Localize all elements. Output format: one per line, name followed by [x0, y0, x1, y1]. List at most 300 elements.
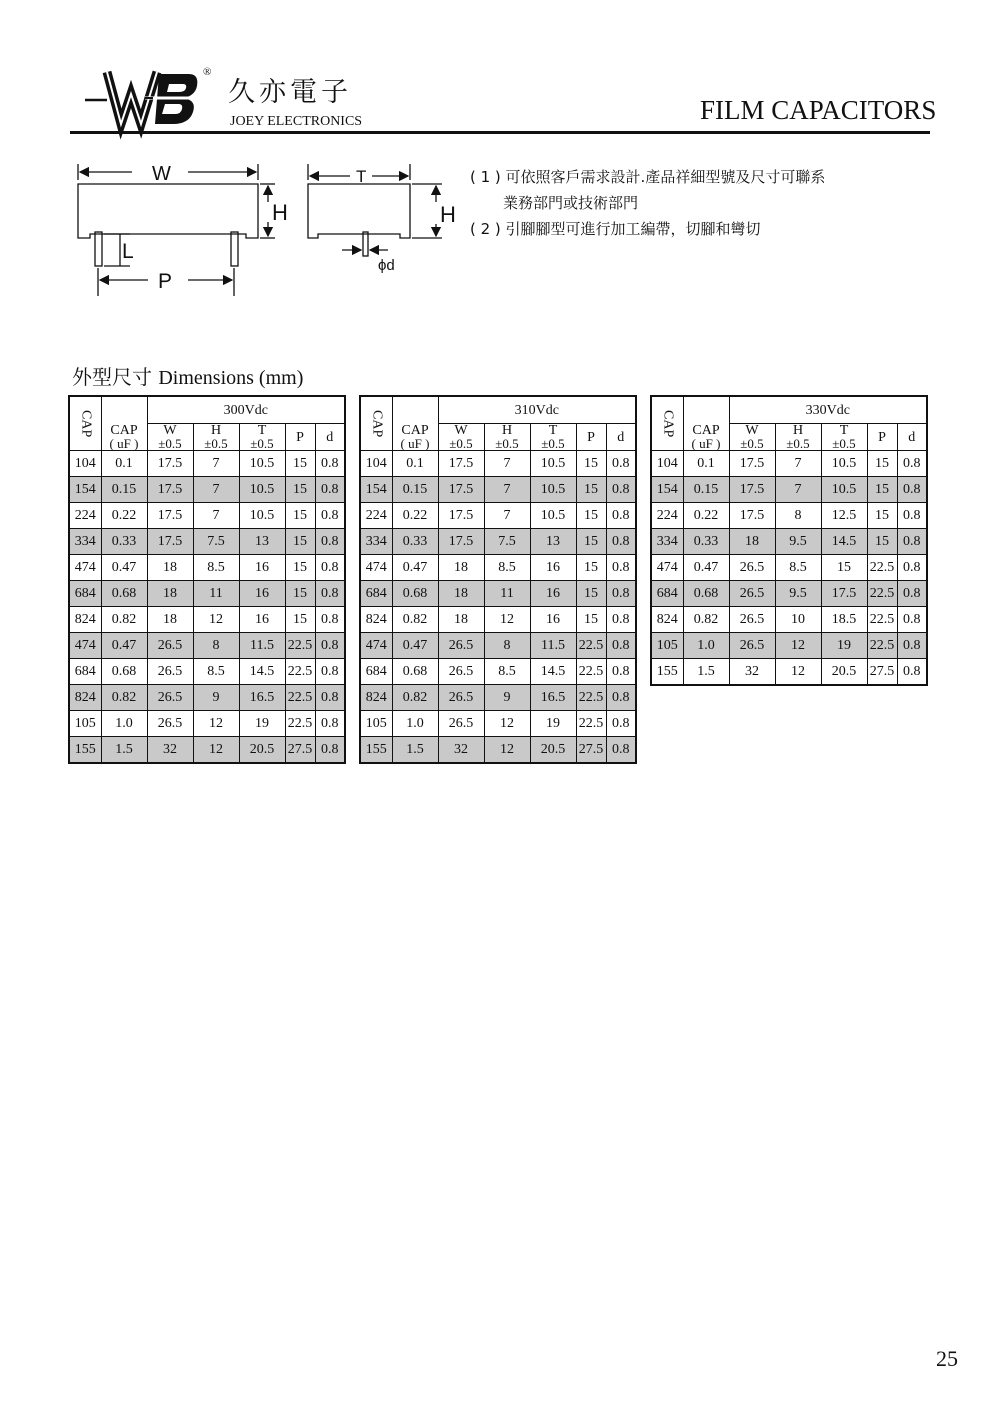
cell-h: 8.5 — [193, 659, 239, 685]
table-row — [651, 659, 927, 686]
cell-h: 9 — [193, 685, 239, 711]
cell-t: 16 — [239, 555, 285, 581]
section-title-cn: 外型尺寸 — [72, 365, 152, 389]
header-p: P — [285, 424, 315, 451]
cell-t: 19 — [530, 711, 576, 737]
cell-w: 17.5 — [438, 451, 484, 477]
cell-cap: 0.22 — [392, 503, 438, 529]
table-row — [651, 581, 927, 607]
table-row — [360, 451, 636, 477]
cell-w: 18 — [438, 607, 484, 633]
cell-cap: 0.68 — [101, 581, 147, 607]
cell-cap: 0.33 — [683, 529, 729, 555]
cell-cap-code: 155 — [69, 737, 101, 764]
cell-d: 0.8 — [606, 555, 636, 581]
cell-w: 18 — [147, 555, 193, 581]
cell-d: 0.8 — [315, 737, 345, 764]
cell-cap-code: 474 — [69, 555, 101, 581]
cell-t: 11.5 — [239, 633, 285, 659]
cell-t: 10.5 — [821, 451, 867, 477]
cell-t: 14.5 — [530, 659, 576, 685]
cell-h: 8 — [775, 503, 821, 529]
cell-h: 9.5 — [775, 581, 821, 607]
table-row — [69, 555, 345, 581]
table-row — [69, 633, 345, 659]
cell-cap: 0.68 — [392, 581, 438, 607]
label-t: T — [356, 167, 367, 186]
cell-p: 22.5 — [285, 711, 315, 737]
table-row — [360, 503, 636, 529]
cell-h: 8.5 — [484, 555, 530, 581]
cell-p: 22.5 — [576, 711, 606, 737]
cell-cap: 0.82 — [101, 607, 147, 633]
cell-cap: 0.1 — [392, 451, 438, 477]
cell-w: 17.5 — [729, 503, 775, 529]
cell-w: 32 — [438, 737, 484, 764]
page-number: 25 — [936, 1346, 958, 1371]
cell-cap-code: 154 — [651, 477, 683, 503]
cell-cap-code: 105 — [360, 711, 392, 737]
cell-d: 0.8 — [315, 581, 345, 607]
cell-h: 12 — [193, 737, 239, 764]
cell-cap-code: 334 — [69, 529, 101, 555]
cell-h: 7 — [775, 451, 821, 477]
cell-p: 15 — [285, 555, 315, 581]
cell-t: 16.5 — [239, 685, 285, 711]
cell-d: 0.8 — [315, 477, 345, 503]
cell-d: 0.8 — [606, 451, 636, 477]
cell-w: 17.5 — [729, 451, 775, 477]
cell-h: 7 — [193, 503, 239, 529]
cell-cap-code: 155 — [360, 737, 392, 764]
cell-w: 18 — [729, 529, 775, 555]
cell-cap: 0.47 — [101, 633, 147, 659]
cell-cap: 0.1 — [683, 451, 729, 477]
cell-p: 27.5 — [867, 659, 897, 686]
header-w-sub: ±0.5 — [740, 436, 764, 451]
table-subheader-row — [651, 424, 927, 451]
cell-d: 0.8 — [897, 529, 927, 555]
cell-cap-code: 824 — [651, 607, 683, 633]
cell-h: 7.5 — [484, 529, 530, 555]
cell-cap: 0.82 — [392, 607, 438, 633]
cell-h: 10 — [775, 607, 821, 633]
cell-cap: 0.47 — [392, 555, 438, 581]
header-w-label: W — [454, 423, 468, 438]
cell-cap: 0.82 — [392, 685, 438, 711]
header-h-label: H — [792, 423, 804, 438]
label-h-side: H — [440, 202, 456, 227]
cell-cap: 1.0 — [101, 711, 147, 737]
header-cap-code: CAP — [69, 396, 101, 451]
note-2: ( 2 ) 引腳腳型可進行加工編帶，切腳和彎切 — [470, 220, 761, 238]
header-w — [147, 424, 193, 451]
cell-t: 20.5 — [821, 659, 867, 686]
cell-w: 26.5 — [147, 633, 193, 659]
cell-w: 18 — [147, 607, 193, 633]
cell-t: 16 — [239, 607, 285, 633]
table-header-row — [69, 396, 345, 424]
header-w-sub: ±0.5 — [158, 436, 182, 451]
cell-cap: 0.82 — [683, 607, 729, 633]
cell-d: 0.8 — [606, 581, 636, 607]
cell-cap-code: 824 — [69, 607, 101, 633]
cell-h: 9.5 — [775, 529, 821, 555]
header-w-sub: ±0.5 — [449, 436, 473, 451]
header-cap — [392, 424, 438, 451]
cell-w: 18 — [438, 581, 484, 607]
cell-w: 26.5 — [147, 685, 193, 711]
cell-h: 8 — [193, 633, 239, 659]
cell-cap: 1.5 — [392, 737, 438, 764]
cell-p: 15 — [285, 581, 315, 607]
header-cap-sub: ( uF ) — [691, 435, 721, 451]
cell-cap-code: 105 — [69, 711, 101, 737]
cell-h: 8.5 — [193, 555, 239, 581]
cell-p: 22.5 — [576, 685, 606, 711]
header-d: d — [606, 424, 636, 451]
dimensions-table-330vdc — [650, 395, 928, 686]
cell-p: 22.5 — [867, 581, 897, 607]
table-row — [69, 659, 345, 685]
cell-p: 22.5 — [285, 659, 315, 685]
table-subheader-row — [69, 424, 345, 451]
header-h-sub: ±0.5 — [495, 436, 519, 451]
cell-w: 26.5 — [438, 685, 484, 711]
cell-p: 15 — [285, 529, 315, 555]
cell-cap: 0.15 — [683, 477, 729, 503]
cell-cap-code: 474 — [360, 555, 392, 581]
table-row — [69, 581, 345, 607]
cell-h: 7 — [193, 451, 239, 477]
header-voltage: 300Vdc — [147, 396, 345, 424]
header-t — [530, 424, 576, 451]
cell-cap: 0.33 — [101, 529, 147, 555]
cell-p: 22.5 — [285, 685, 315, 711]
header-w-label: W — [163, 423, 177, 438]
cell-p: 22.5 — [867, 555, 897, 581]
cell-d: 0.8 — [897, 555, 927, 581]
table-row — [360, 581, 636, 607]
cell-cap-code: 104 — [651, 451, 683, 477]
cell-cap: 0.15 — [101, 477, 147, 503]
header-t-sub: ±0.5 — [541, 436, 565, 451]
table-row — [69, 711, 345, 737]
header-cap-sub: ( uF ) — [109, 435, 139, 451]
cell-d: 0.8 — [606, 503, 636, 529]
cell-t: 16.5 — [530, 685, 576, 711]
table-row — [651, 503, 927, 529]
cell-d: 0.8 — [897, 633, 927, 659]
cell-cap-code: 684 — [69, 659, 101, 685]
cell-p: 27.5 — [576, 737, 606, 764]
header-d: d — [315, 424, 345, 451]
table-row — [69, 737, 345, 764]
cell-h: 11 — [193, 581, 239, 607]
cell-d: 0.8 — [315, 633, 345, 659]
cell-t: 10.5 — [530, 451, 576, 477]
cell-cap-code: 334 — [651, 529, 683, 555]
note-1-continued: 業務部門或技術部門 — [503, 194, 639, 212]
cell-d: 0.8 — [315, 503, 345, 529]
cell-w: 26.5 — [147, 711, 193, 737]
cell-d: 0.8 — [897, 477, 927, 503]
header-d: d — [897, 424, 927, 451]
cell-d: 0.8 — [606, 737, 636, 764]
cell-cap: 0.47 — [683, 555, 729, 581]
header-t-label: T — [839, 423, 849, 438]
header-h-label: H — [210, 423, 222, 438]
cell-p: 22.5 — [576, 659, 606, 685]
cell-h: 8.5 — [484, 659, 530, 685]
cell-h: 12 — [484, 607, 530, 633]
cell-cap-code: 154 — [360, 477, 392, 503]
label-d: ϕd — [378, 257, 395, 274]
cell-p: 22.5 — [285, 633, 315, 659]
cell-d: 0.8 — [897, 581, 927, 607]
cell-d: 0.8 — [315, 607, 345, 633]
table-subheader-row — [360, 424, 636, 451]
table-row — [360, 477, 636, 503]
cell-cap: 0.22 — [683, 503, 729, 529]
cell-d: 0.8 — [606, 685, 636, 711]
cell-h: 12 — [775, 633, 821, 659]
cell-d: 0.8 — [315, 659, 345, 685]
label-w: W — [152, 163, 171, 185]
cell-cap-code: 824 — [69, 685, 101, 711]
header-w — [729, 424, 775, 451]
header-cap-label: CAP — [692, 422, 720, 438]
cell-d: 0.8 — [606, 529, 636, 555]
header-cap-code: CAP — [360, 396, 392, 451]
table-header-row — [360, 396, 636, 424]
cell-cap-code: 104 — [69, 451, 101, 477]
header-cap-top-blank — [683, 396, 729, 424]
table-row — [360, 633, 636, 659]
header-cap — [683, 424, 729, 451]
cell-d: 0.8 — [897, 451, 927, 477]
cell-w: 18 — [438, 555, 484, 581]
header-w-label: W — [745, 423, 759, 438]
header-h — [484, 424, 530, 451]
cell-p: 15 — [285, 477, 315, 503]
table-row — [360, 529, 636, 555]
cell-h: 7 — [193, 477, 239, 503]
cell-cap-code: 154 — [69, 477, 101, 503]
cell-t: 10.5 — [530, 477, 576, 503]
cell-p: 15 — [576, 529, 606, 555]
header-p: P — [867, 424, 897, 451]
cell-cap: 1.0 — [392, 711, 438, 737]
cell-h: 12 — [484, 737, 530, 764]
table-row — [360, 737, 636, 764]
cell-d: 0.8 — [606, 711, 636, 737]
header-t-sub: ±0.5 — [832, 436, 856, 451]
header-w — [438, 424, 484, 451]
header-cap — [101, 424, 147, 451]
cell-w: 17.5 — [438, 503, 484, 529]
cell-cap-code: 474 — [651, 555, 683, 581]
cell-cap: 0.68 — [392, 659, 438, 685]
table-row — [360, 659, 636, 685]
cell-h: 8 — [484, 633, 530, 659]
cell-cap-code: 684 — [651, 581, 683, 607]
cell-p: 15 — [285, 503, 315, 529]
table-row — [360, 607, 636, 633]
table-row — [69, 451, 345, 477]
cell-d: 0.8 — [897, 503, 927, 529]
table-row — [651, 477, 927, 503]
cell-cap: 0.33 — [392, 529, 438, 555]
cell-p: 15 — [867, 529, 897, 555]
cell-p: 15 — [285, 451, 315, 477]
cell-p: 15 — [867, 477, 897, 503]
cell-p: 15 — [576, 503, 606, 529]
header-voltage: 330Vdc — [729, 396, 927, 424]
cell-t: 13 — [239, 529, 285, 555]
cell-w: 17.5 — [438, 477, 484, 503]
cell-t: 20.5 — [239, 737, 285, 764]
cell-w: 26.5 — [438, 659, 484, 685]
header-t-label: T — [257, 423, 267, 438]
cell-p: 22.5 — [867, 633, 897, 659]
cell-w: 26.5 — [729, 633, 775, 659]
cell-d: 0.8 — [606, 659, 636, 685]
table-row — [69, 607, 345, 633]
cell-p: 15 — [285, 607, 315, 633]
table-row — [69, 685, 345, 711]
dimensions-table-310vdc — [359, 395, 637, 764]
cell-d: 0.8 — [315, 529, 345, 555]
cell-t: 10.5 — [821, 477, 867, 503]
cell-cap-code: 155 — [651, 659, 683, 686]
cell-w: 17.5 — [147, 477, 193, 503]
cell-cap-code: 224 — [360, 503, 392, 529]
brand-name-chinese: 久亦電子 — [228, 77, 352, 108]
header-p: P — [576, 424, 606, 451]
cell-cap: 0.82 — [101, 685, 147, 711]
capacitor-dimension-diagram — [70, 150, 456, 300]
cell-d: 0.8 — [315, 711, 345, 737]
cell-cap-code: 224 — [651, 503, 683, 529]
cell-cap-code: 684 — [69, 581, 101, 607]
table-row — [69, 529, 345, 555]
header-t-sub: ±0.5 — [250, 436, 274, 451]
cell-t: 16 — [530, 581, 576, 607]
cell-h: 12 — [193, 711, 239, 737]
header-divider — [70, 131, 930, 134]
header-h — [775, 424, 821, 451]
label-h: H — [272, 200, 288, 225]
cell-w: 26.5 — [147, 659, 193, 685]
cell-cap-code: 224 — [69, 503, 101, 529]
cell-t: 16 — [530, 607, 576, 633]
cell-t: 17.5 — [821, 581, 867, 607]
cell-t: 19 — [239, 711, 285, 737]
cell-cap: 1.5 — [101, 737, 147, 764]
header-voltage: 310Vdc — [438, 396, 636, 424]
cell-d: 0.8 — [315, 555, 345, 581]
cell-cap-code: 684 — [360, 581, 392, 607]
note-1: ( 1 ) 可依照客戶需求設計.產品祥細型號及尺寸可聯系 — [470, 168, 826, 186]
cell-t: 13 — [530, 529, 576, 555]
cell-cap: 0.22 — [101, 503, 147, 529]
cell-t: 11.5 — [530, 633, 576, 659]
cell-cap-code: 824 — [360, 607, 392, 633]
cell-h: 8.5 — [775, 555, 821, 581]
header-cap-label: CAP — [110, 422, 138, 438]
cell-t: 16 — [530, 555, 576, 581]
cell-h: 7.5 — [193, 529, 239, 555]
registered-mark: ® — [203, 66, 212, 78]
cell-t: 10.5 — [239, 503, 285, 529]
header-cap-label: CAP — [401, 422, 429, 438]
cell-t: 14.5 — [239, 659, 285, 685]
cell-cap: 0.68 — [101, 659, 147, 685]
cell-t: 20.5 — [530, 737, 576, 764]
cell-p: 15 — [576, 451, 606, 477]
section-title-en: Dimensions (mm) — [158, 367, 304, 389]
cell-w: 32 — [729, 659, 775, 686]
cell-d: 0.8 — [897, 607, 927, 633]
cell-cap-code: 824 — [360, 685, 392, 711]
cell-cap: 0.47 — [392, 633, 438, 659]
cell-p: 22.5 — [867, 607, 897, 633]
cell-w: 17.5 — [729, 477, 775, 503]
cell-w: 17.5 — [147, 503, 193, 529]
cell-t: 10.5 — [239, 451, 285, 477]
header-t — [821, 424, 867, 451]
cell-h: 11 — [484, 581, 530, 607]
table-row — [651, 633, 927, 659]
header-h-sub: ±0.5 — [204, 436, 228, 451]
cell-w: 26.5 — [438, 711, 484, 737]
brand-name-english: JOEY ELECTRONICS — [230, 114, 363, 129]
header-h-sub: ±0.5 — [786, 436, 810, 451]
cell-w: 26.5 — [729, 581, 775, 607]
header-cap-top-blank — [101, 396, 147, 424]
cell-cap: 0.1 — [101, 451, 147, 477]
cell-cap-code: 474 — [69, 633, 101, 659]
cell-cap-code: 474 — [360, 633, 392, 659]
cell-d: 0.8 — [315, 685, 345, 711]
table-row — [651, 607, 927, 633]
cell-w: 32 — [147, 737, 193, 764]
table-row — [69, 477, 345, 503]
cell-d: 0.8 — [606, 607, 636, 633]
cell-p: 15 — [867, 451, 897, 477]
header-h-label: H — [501, 423, 513, 438]
cell-h: 9 — [484, 685, 530, 711]
dimensions-table-300vdc — [68, 395, 346, 764]
cell-t: 10.5 — [239, 477, 285, 503]
cell-p: 15 — [576, 477, 606, 503]
table-row — [69, 503, 345, 529]
table-row — [651, 529, 927, 555]
cell-d: 0.8 — [606, 477, 636, 503]
table-row — [651, 451, 927, 477]
table-row — [651, 555, 927, 581]
cell-h: 12 — [484, 711, 530, 737]
table-row — [360, 711, 636, 737]
cell-p: 15 — [576, 607, 606, 633]
table-row — [360, 555, 636, 581]
cell-d: 0.8 — [315, 451, 345, 477]
cell-t: 18.5 — [821, 607, 867, 633]
cell-w: 26.5 — [438, 633, 484, 659]
header-h — [193, 424, 239, 451]
cell-d: 0.8 — [897, 659, 927, 686]
